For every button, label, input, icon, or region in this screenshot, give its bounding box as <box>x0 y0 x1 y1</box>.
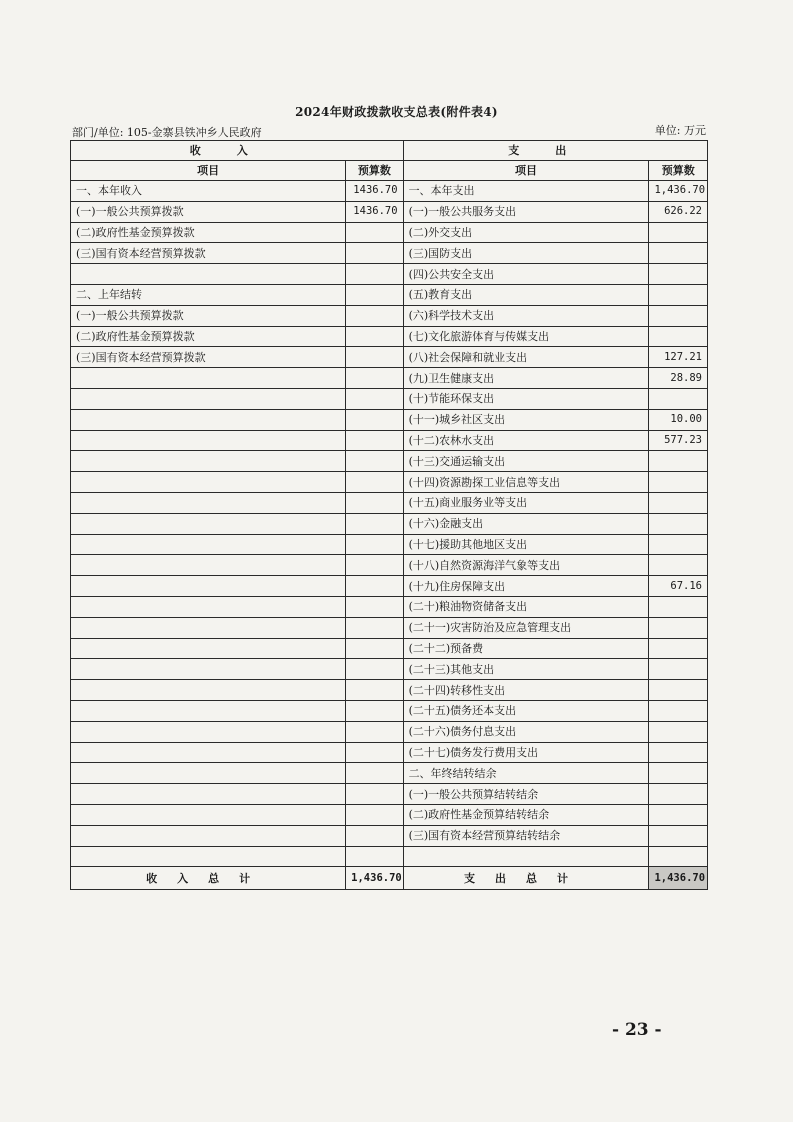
expense-item-cell: (二)外交支出 <box>403 222 649 243</box>
table-row <box>71 181 708 202</box>
expense-budget-cell <box>649 763 708 784</box>
income-budget-cell <box>346 721 403 742</box>
expense-item-cell: (五)教育支出 <box>403 284 649 305</box>
income-item-cell: (二)政府性基金预算拨款 <box>71 222 346 243</box>
income-budget-cell <box>346 492 403 513</box>
table-row <box>71 784 708 805</box>
table-row <box>71 409 708 430</box>
income-budget-cell: 1436.70 <box>346 181 403 202</box>
income-budget-cell <box>346 659 403 680</box>
income-item-cell <box>71 451 346 472</box>
budget-table <box>70 140 708 890</box>
table-row <box>71 700 708 721</box>
page-number: - 23 - <box>612 1020 662 1040</box>
table-row <box>71 555 708 576</box>
expense-item-cell: (一)一般公共服务支出 <box>403 201 649 222</box>
income-budget-cell <box>346 305 403 326</box>
expense-budget-cell <box>649 472 708 493</box>
expense-budget-cell <box>649 492 708 513</box>
expense-item-cell: (二)政府性基金预算结转结余 <box>403 804 649 825</box>
expense-budget-cell <box>649 326 708 347</box>
income-total-value: 1,436.70 <box>346 867 403 890</box>
table-row <box>71 638 708 659</box>
expense-budget-cell <box>649 846 708 867</box>
income-budget-cell: 1436.70 <box>346 201 403 222</box>
income-budget-cell <box>346 513 403 534</box>
table-row <box>71 284 708 305</box>
table-row <box>71 243 708 264</box>
income-item-cell: 二、上年结转 <box>71 284 346 305</box>
income-budget-cell <box>346 555 403 576</box>
expense-budget-cell: 127.21 <box>649 347 708 368</box>
income-budget-cell <box>346 763 403 784</box>
expense-budget-cell <box>649 513 708 534</box>
table-row <box>71 742 708 763</box>
table-row <box>71 347 708 368</box>
table-row <box>71 763 708 784</box>
expense-item-cell: (二十)粮油物资储备支出 <box>403 596 649 617</box>
expense-budget-cell <box>649 659 708 680</box>
income-item-cell: (三)国有资本经营预算拨款 <box>71 243 346 264</box>
income-budget-cell <box>346 784 403 805</box>
table-row <box>71 659 708 680</box>
income-item-cell: (一)一般公共预算拨款 <box>71 201 346 222</box>
table-row <box>71 680 708 701</box>
table-row <box>71 846 708 867</box>
income-item-cell <box>71 700 346 721</box>
expense-item-cell: (十)节能环保支出 <box>403 388 649 409</box>
income-budget-cell <box>346 472 403 493</box>
income-budget-cell <box>346 451 403 472</box>
expense-item-cell: (十八)自然资源海洋气象等支出 <box>403 555 649 576</box>
income-item-cell <box>71 617 346 638</box>
income-budget-cell <box>346 368 403 389</box>
income-budget-cell <box>346 388 403 409</box>
expense-budget-cell <box>649 596 708 617</box>
expense-budget-cell: 10.00 <box>649 409 708 430</box>
income-budget-cell <box>346 846 403 867</box>
expense-budget-cell <box>649 284 708 305</box>
expense-budget-header: 预算数 <box>649 161 708 181</box>
income-total-label: 收入总计 <box>71 867 346 890</box>
expense-budget-cell <box>649 534 708 555</box>
income-item-cell <box>71 596 346 617</box>
income-item-cell <box>71 680 346 701</box>
expense-item-cell: (十二)农林水支出 <box>403 430 649 451</box>
income-budget-cell <box>346 742 403 763</box>
income-budget-cell <box>346 825 403 846</box>
table-row <box>71 472 708 493</box>
expense-budget-cell <box>649 264 708 285</box>
expense-budget-cell <box>649 721 708 742</box>
table-row <box>71 326 708 347</box>
expense-item-cell: (二十六)债务付息支出 <box>403 721 649 742</box>
income-item-cell <box>71 513 346 534</box>
expense-item-cell: 二、年终结转结余 <box>403 763 649 784</box>
income-item-cell <box>71 492 346 513</box>
income-budget-header: 预算数 <box>346 161 403 181</box>
table-row <box>71 264 708 285</box>
expense-budget-cell: 1,436.70 <box>649 181 708 202</box>
income-item-cell: (二)政府性基金预算拨款 <box>71 326 346 347</box>
table-row <box>71 201 708 222</box>
expense-budget-cell: 626.22 <box>649 201 708 222</box>
income-item-cell <box>71 368 346 389</box>
income-item-cell <box>71 555 346 576</box>
expense-item-cell: (九)卫生健康支出 <box>403 368 649 389</box>
table-row <box>71 430 708 451</box>
expense-budget-cell: 67.16 <box>649 576 708 597</box>
income-budget-cell <box>346 409 403 430</box>
expense-item-cell: (十六)金融支出 <box>403 513 649 534</box>
expense-item-cell: (二十五)债务还本支出 <box>403 700 649 721</box>
expense-budget-cell <box>649 680 708 701</box>
income-budget-cell <box>346 430 403 451</box>
table-row <box>71 576 708 597</box>
income-item-cell <box>71 804 346 825</box>
income-budget-cell <box>346 596 403 617</box>
expense-budget-cell <box>649 388 708 409</box>
income-budget-cell <box>346 284 403 305</box>
expense-item-cell: (二十三)其他支出 <box>403 659 649 680</box>
table-row <box>71 721 708 742</box>
expense-item-cell: (七)文化旅游体育与传媒支出 <box>403 326 649 347</box>
income-budget-cell <box>346 243 403 264</box>
income-item-cell <box>71 576 346 597</box>
expense-budget-cell <box>649 222 708 243</box>
expense-budget-cell <box>649 742 708 763</box>
expense-item-cell: (一)一般公共预算结转结余 <box>403 784 649 805</box>
table-row <box>71 534 708 555</box>
table-row <box>71 804 708 825</box>
expense-item-cell: (二十四)转移性支出 <box>403 680 649 701</box>
income-budget-cell <box>346 264 403 285</box>
totals-row <box>71 867 708 890</box>
income-item-cell <box>71 742 346 763</box>
income-budget-cell <box>346 576 403 597</box>
table-row <box>71 596 708 617</box>
expense-total-value: 1,436.70 <box>649 867 708 890</box>
expense-item-cell: (六)科学技术支出 <box>403 305 649 326</box>
income-item-cell <box>71 534 346 555</box>
expense-item-cell: (十一)城乡社区支出 <box>403 409 649 430</box>
income-item-cell <box>71 659 346 680</box>
expense-item-cell: (十四)资源勘探工业信息等支出 <box>403 472 649 493</box>
expense-item-cell: (二十一)灾害防治及应急管理支出 <box>403 617 649 638</box>
expense-item-cell: (十七)援助其他地区支出 <box>403 534 649 555</box>
expense-item-cell: (十五)商业服务业等支出 <box>403 492 649 513</box>
income-budget-cell <box>346 804 403 825</box>
expense-item-cell: (二十七)债务发行费用支出 <box>403 742 649 763</box>
table-row <box>71 492 708 513</box>
expense-budget-cell <box>649 243 708 264</box>
expense-budget-cell <box>649 305 708 326</box>
unit-label: 单位: 万元 <box>654 124 706 137</box>
income-item-cell <box>71 763 346 784</box>
income-item-cell <box>71 846 346 867</box>
expense-item-cell: 一、本年支出 <box>403 181 649 202</box>
table-row <box>71 388 708 409</box>
expense-item-cell: (十三)交通运输支出 <box>403 451 649 472</box>
expense-item-header: 项目 <box>403 161 649 181</box>
income-budget-cell <box>346 326 403 347</box>
header-row-columns <box>71 161 708 181</box>
department-label: 部门/单位: 105-金寨县铁冲乡人民政府 <box>72 126 262 139</box>
income-item-cell <box>71 721 346 742</box>
table-row <box>71 617 708 638</box>
expense-header: 支出 <box>403 141 707 161</box>
income-item-cell <box>71 409 346 430</box>
page-title: 2024年财政拨款收支总表(附件表4) <box>295 105 498 119</box>
expense-item-cell: (二十二)预备费 <box>403 638 649 659</box>
expense-item-cell: (四)公共安全支出 <box>403 264 649 285</box>
income-header: 收入 <box>71 141 404 161</box>
income-item-cell: (一)一般公共预算拨款 <box>71 305 346 326</box>
header-row-sections <box>71 141 708 161</box>
income-item-cell <box>71 638 346 659</box>
expense-budget-cell: 28.89 <box>649 368 708 389</box>
expense-total-label: 支出总计 <box>403 867 649 890</box>
table-row <box>71 368 708 389</box>
income-item-header: 项目 <box>71 161 346 181</box>
income-budget-cell <box>346 680 403 701</box>
expense-item-cell: (三)国防支出 <box>403 243 649 264</box>
expense-budget-cell <box>649 638 708 659</box>
expense-budget-cell <box>649 804 708 825</box>
expense-item-cell <box>403 846 649 867</box>
income-item-cell <box>71 430 346 451</box>
table-row <box>71 825 708 846</box>
expense-budget-cell <box>649 555 708 576</box>
table-row <box>71 305 708 326</box>
income-item-cell <box>71 825 346 846</box>
income-item-cell <box>71 264 346 285</box>
income-budget-cell <box>346 347 403 368</box>
expense-item-cell: (八)社会保障和就业支出 <box>403 347 649 368</box>
expense-budget-cell <box>649 617 708 638</box>
table-row <box>71 451 708 472</box>
income-item-cell <box>71 472 346 493</box>
income-budget-cell <box>346 638 403 659</box>
expense-budget-cell: 577.23 <box>649 430 708 451</box>
income-budget-cell <box>346 617 403 638</box>
income-item-cell <box>71 388 346 409</box>
table-row <box>71 513 708 534</box>
income-budget-cell <box>346 222 403 243</box>
expense-budget-cell <box>649 451 708 472</box>
expense-budget-cell <box>649 825 708 846</box>
income-budget-cell <box>346 700 403 721</box>
income-budget-cell <box>346 534 403 555</box>
table-row <box>71 222 708 243</box>
income-item-cell: (三)国有资本经营预算拨款 <box>71 347 346 368</box>
expense-item-cell: (十九)住房保障支出 <box>403 576 649 597</box>
expense-item-cell: (三)国有资本经营预算结转结余 <box>403 825 649 846</box>
expense-budget-cell <box>649 700 708 721</box>
income-item-cell: 一、本年收入 <box>71 181 346 202</box>
income-item-cell <box>71 784 346 805</box>
expense-budget-cell <box>649 784 708 805</box>
